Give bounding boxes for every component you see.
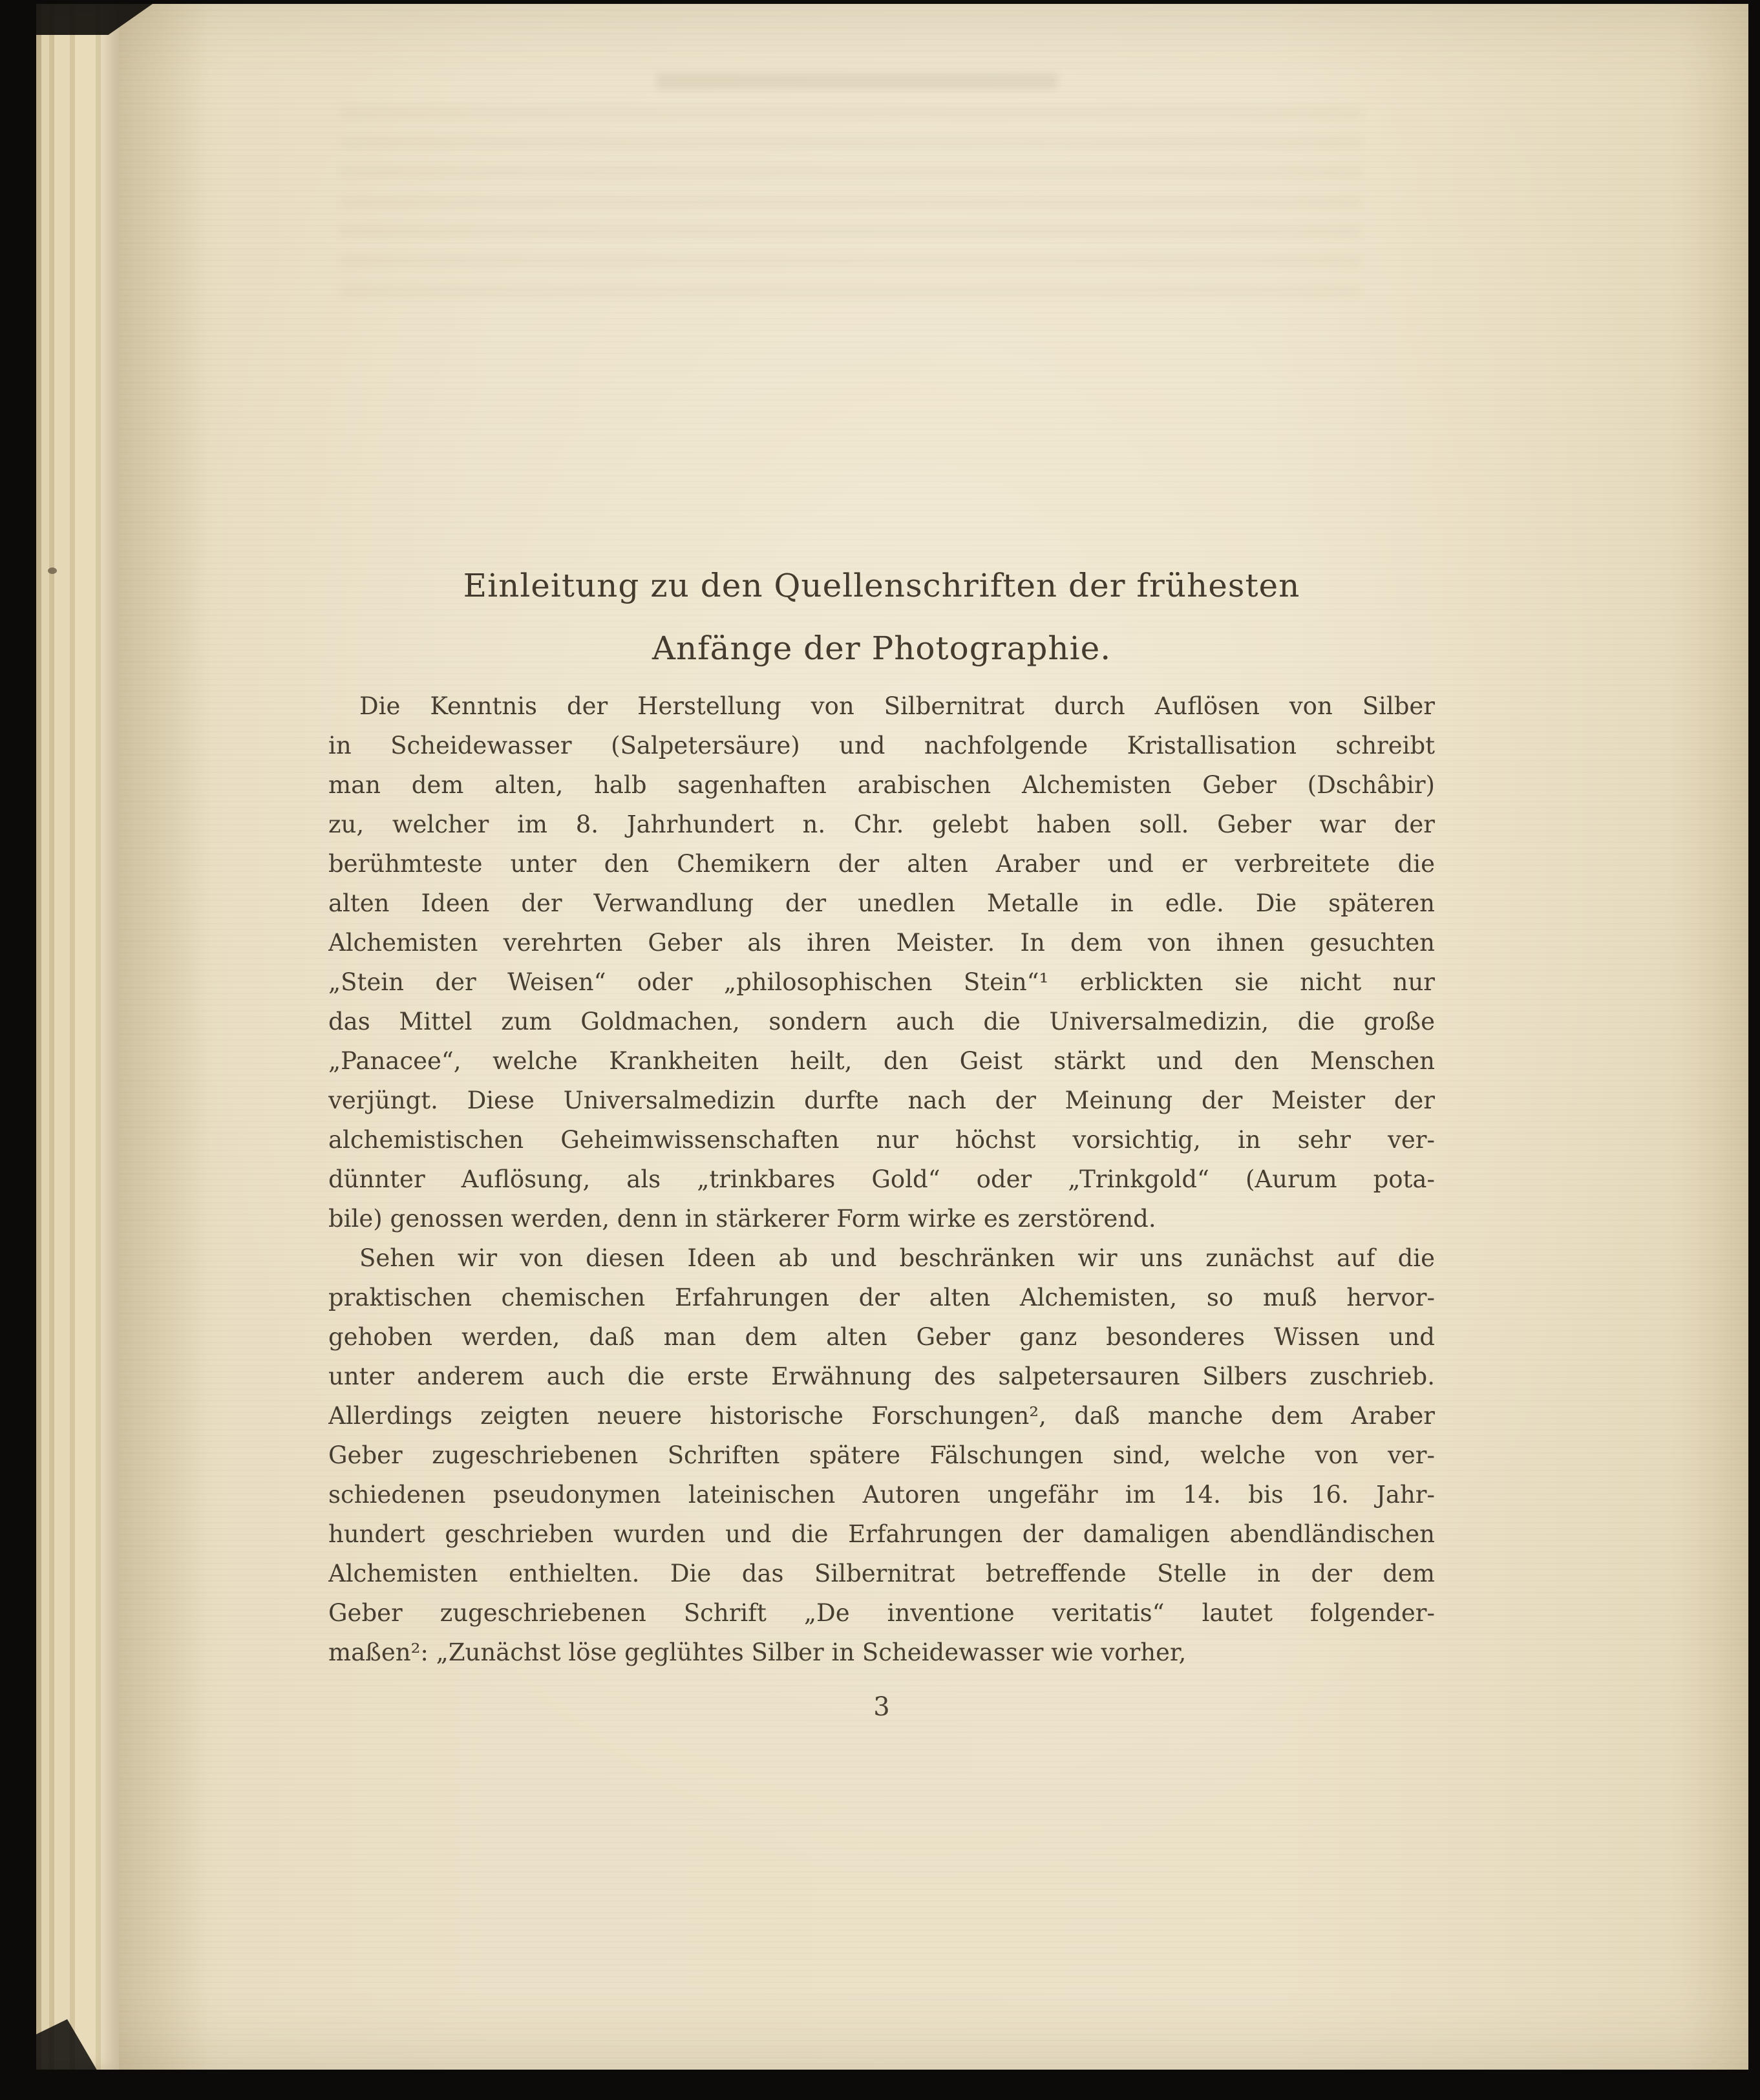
paper-page (36, 4, 1748, 2070)
text-line: alten Ideen der Verwandlung der unedlen Metalle in edle. Die späteren (328, 889, 1435, 917)
show-through-text (340, 107, 1361, 301)
title-line-2: Anfänge der Photographie. (652, 630, 1112, 667)
text-line: „Panacee“, welche Krankheiten heilt, den Geist stärkt und den Menschen (328, 1047, 1435, 1075)
text-line: Geber zugeschriebenen Schrift „De inventione veritatis“ lautet folgender- (328, 1599, 1435, 1627)
page-title (328, 555, 1435, 680)
text-line: dünnter Auflösung, als „trinkbares Gold“ oder „Trinkgold“ (Aurum pota- (328, 1165, 1435, 1193)
text-line: unter anderem auch die erste Erwähnung des salpetersauren Silbers zuschrieb. (328, 1363, 1435, 1390)
text-line: „Stein der Weisen“ oder „philosophischen Stein“¹ erblickten sie nicht nur (328, 968, 1435, 996)
page-number: 3 (873, 1692, 890, 1722)
paragraph-2 (328, 1238, 1435, 1672)
text-line: man dem alten, halb sagenhaften arabischen Alchemisten Geber (Dschâbir) (328, 771, 1435, 799)
text-line: bile) genossen werden, denn in stärkerer Form wirke es zerstörend. (328, 1205, 1156, 1233)
text-line: Geber zugeschriebenen Schriften spätere Fälschungen sind, welche von ver- (328, 1441, 1435, 1469)
text-line: schiedenen pseudonymen lateinischen Autoren ungefähr im 14. bis 16. Jahr- (328, 1481, 1435, 1509)
text-line: verjüngt. Diese Universalmedizin durfte nach der Meinung der Meister der (328, 1087, 1435, 1114)
book-page-edges (36, 4, 119, 2070)
text-line: Sehen wir von diesen Ideen ab und beschränken wir uns zunächst auf die (359, 1244, 1435, 1272)
scan-speck (48, 567, 57, 574)
title-line-1: Einleitung zu den Quellenschriften der frühesten (463, 567, 1300, 604)
text-line: Allerdings zeigten neuere historische Forschungen², daß manche dem Araber (328, 1402, 1435, 1430)
text-line: Alchemisten verehrten Geber als ihren Meister. In dem von ihnen gesuchten (328, 929, 1435, 957)
text-line: hundert geschrieben wurden und die Erfahrungen der damaligen abendländischen (328, 1520, 1435, 1548)
text-line: gehoben werden, daß man dem alten Geber ganz besonderes Wissen und (328, 1323, 1435, 1351)
binding-shadow (119, 4, 209, 2070)
text-line: berühmteste unter den Chemikern der alten Araber und er verbreitete die (328, 850, 1435, 878)
text-line: praktischen chemischen Erfahrungen der alten Alchemisten, so muß hervor- (328, 1284, 1435, 1311)
text-line: Die Kenntnis der Herstellung von Silbernitrat durch Auflösen von Silber (359, 692, 1435, 720)
paragraph-1 (328, 686, 1435, 1238)
text-line: Alchemisten enthielten. Die das Silbernitrat betreffende Stelle in der dem (328, 1560, 1435, 1587)
text-line: zu, welcher im 8. Jahrhundert n. Chr. gelebt haben soll. Geber war der (328, 811, 1435, 838)
text-line: das Mittel zum Goldmachen, sondern auch die Universalmedizin, die große (328, 1008, 1435, 1035)
text-line: maßen²: „Zunächst löse geglühtes Silber in Scheidewasser wie vorher, (328, 1639, 1187, 1666)
text-line: alchemistischen Geheimwissenschaften nur höchst vorsichtig, in sehr ver- (328, 1126, 1435, 1154)
body-text (328, 686, 1435, 1672)
text-line: in Scheidewasser (Salpetersäure) und nachfolgende Kristallisation schreibt (328, 732, 1435, 759)
show-through-headline (657, 74, 1057, 89)
